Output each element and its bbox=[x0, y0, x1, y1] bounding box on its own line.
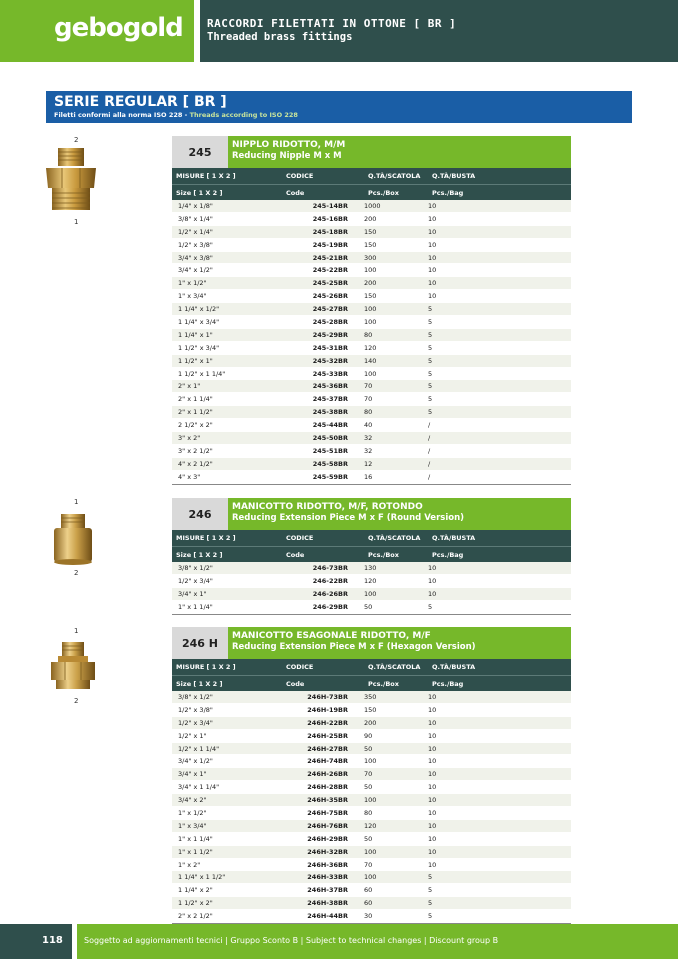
cell-code: 245-36BR bbox=[312, 382, 348, 391]
cell-pcs-bag: 5 bbox=[428, 305, 433, 314]
cell-pcs-box: 100 bbox=[364, 369, 377, 378]
cell-code: 245-25BR bbox=[312, 279, 348, 288]
product-title-en: Reducing Nipple M x M bbox=[232, 151, 342, 161]
cell-size: 1 1/2" x 3/4" bbox=[178, 343, 220, 352]
column-headers bbox=[172, 659, 571, 691]
cell-pcs-bag: 10 bbox=[428, 718, 437, 727]
cell-code: 245-33BR bbox=[312, 369, 348, 378]
table-end-line bbox=[172, 614, 571, 615]
col-code-en: Code bbox=[286, 679, 305, 688]
cell-pcs-bag: 10 bbox=[428, 796, 437, 805]
cell-code: 246H-36BR bbox=[307, 860, 348, 869]
table-row bbox=[172, 897, 571, 910]
table-row bbox=[172, 458, 571, 471]
cell-code: 245-16BR bbox=[312, 214, 348, 223]
cell-code: 246H-37BR bbox=[307, 886, 348, 895]
series-subtitle bbox=[54, 111, 298, 119]
table-row bbox=[172, 588, 571, 601]
cell-size: 1/2" x 3/4" bbox=[178, 718, 213, 727]
cell-size: 3/8" x 1/4" bbox=[178, 214, 213, 223]
round-extension-image bbox=[50, 512, 96, 566]
cell-code: 246-73BR bbox=[312, 563, 348, 572]
col-code-it: CODICE bbox=[286, 663, 314, 671]
table-row bbox=[172, 691, 571, 704]
cell-pcs-box: 150 bbox=[364, 705, 377, 714]
cell-code: 246H-38BR bbox=[307, 899, 348, 908]
cell-code: 246H-33BR bbox=[307, 873, 348, 882]
cell-code: 246-29BR bbox=[312, 602, 348, 611]
cell-size: 3/4" x 1/2" bbox=[178, 757, 213, 766]
cell-code: 246H-75BR bbox=[307, 808, 348, 817]
cell-pcs-bag: / bbox=[428, 421, 431, 430]
cell-code: 246H-44BR bbox=[307, 912, 348, 921]
cell-pcs-box: 120 bbox=[364, 343, 377, 352]
cell-size: 1/2" x 3/4" bbox=[178, 576, 213, 585]
product-title-it: MANICOTTO ESAGONALE RIDOTTO, M/F bbox=[232, 631, 431, 641]
brand-logo: gebogold bbox=[54, 13, 183, 43]
cell-code: 245-27BR bbox=[312, 305, 348, 314]
cell-size: 1 1/2" x 1" bbox=[178, 356, 213, 365]
cell-size: 4" x 2 1/2" bbox=[178, 459, 213, 468]
col-size-it: MISURE [ 1 X 2 ] bbox=[176, 534, 236, 542]
cell-size: 3/8" x 1/2" bbox=[178, 563, 213, 572]
table-row bbox=[172, 794, 571, 807]
table-row bbox=[172, 743, 571, 756]
cell-pcs-bag: 10 bbox=[428, 253, 437, 262]
cell-code: 245-58BR bbox=[312, 459, 348, 468]
cell-pcs-bag: / bbox=[428, 459, 431, 468]
cell-pcs-box: 300 bbox=[364, 253, 377, 262]
cell-pcs-box: 100 bbox=[364, 847, 377, 856]
cell-pcs-box: 50 bbox=[364, 783, 373, 792]
product-title bbox=[228, 136, 571, 168]
cell-pcs-bag: 10 bbox=[428, 705, 437, 714]
table-row bbox=[172, 200, 571, 213]
cell-size: 1/2" x 1" bbox=[178, 731, 207, 740]
cell-pcs-bag: 10 bbox=[428, 279, 437, 288]
table-row bbox=[172, 290, 571, 303]
cell-pcs-box: 100 bbox=[364, 873, 377, 882]
page-number: 118 bbox=[42, 935, 63, 946]
cell-size: 3/4" x 3/8" bbox=[178, 253, 213, 262]
cell-code: 246H-32BR bbox=[307, 847, 348, 856]
cell-size: 2" x 1 1/2" bbox=[178, 408, 213, 417]
product-title-en: Reducing Extension Piece M x F (Round Version) bbox=[232, 513, 465, 523]
cell-pcs-bag: 10 bbox=[428, 576, 437, 585]
cell-size: 3/8" x 1/2" bbox=[178, 692, 213, 701]
product-code: 246 bbox=[172, 498, 228, 530]
cell-pcs-bag: 5 bbox=[428, 369, 433, 378]
cell-size: 3/4" x 1 1/4" bbox=[178, 783, 220, 792]
cell-pcs-box: 70 bbox=[364, 860, 373, 869]
header-title-it: RACCORDI FILETTATI IN OTTONE [ BR ] bbox=[207, 17, 457, 30]
col-size-en: Size [ 1 X 2 ] bbox=[176, 550, 223, 559]
cell-code: 245-37BR bbox=[312, 395, 348, 404]
table-row bbox=[172, 846, 571, 859]
cell-pcs-box: 90 bbox=[364, 731, 373, 740]
table-row bbox=[172, 264, 571, 277]
cell-code: 246H-25BR bbox=[307, 731, 348, 740]
cell-pcs-bag: 10 bbox=[428, 757, 437, 766]
cell-size: 1 1/4" x 1/2" bbox=[178, 305, 220, 314]
cell-pcs-bag: 5 bbox=[428, 899, 433, 908]
col-box-it: Q.TÀ/SCATOLA bbox=[368, 172, 421, 180]
cell-pcs-bag: 10 bbox=[428, 227, 437, 236]
cell-pcs-box: 100 bbox=[364, 266, 377, 275]
table-row bbox=[172, 316, 571, 329]
cell-pcs-bag: 10 bbox=[428, 860, 437, 869]
col-code-en: Code bbox=[286, 550, 305, 559]
cell-code: 245-29BR bbox=[312, 330, 348, 339]
table-row bbox=[172, 730, 571, 743]
footer-divider bbox=[72, 924, 77, 959]
cell-pcs-bag: 5 bbox=[428, 343, 433, 352]
header-divider bbox=[194, 0, 200, 62]
page-number-panel bbox=[0, 924, 72, 959]
table-row bbox=[172, 807, 571, 820]
product-header bbox=[172, 136, 571, 168]
table-row bbox=[172, 910, 571, 923]
cell-pcs-bag: 10 bbox=[428, 692, 437, 701]
table-row bbox=[172, 419, 571, 432]
table-row bbox=[172, 562, 571, 575]
table-row bbox=[172, 329, 571, 342]
cell-pcs-box: 100 bbox=[364, 757, 377, 766]
cell-pcs-bag: 5 bbox=[428, 356, 433, 365]
cell-pcs-bag: 5 bbox=[428, 886, 433, 895]
hexagon-extension-image bbox=[48, 640, 98, 692]
cell-size: 1" x 3/4" bbox=[178, 821, 207, 830]
cell-code: 245-26BR bbox=[312, 292, 348, 301]
table-row bbox=[172, 303, 571, 316]
cell-pcs-box: 12 bbox=[364, 459, 373, 468]
cell-size: 1 1/4" x 1" bbox=[178, 330, 213, 339]
table-row bbox=[172, 239, 571, 252]
cell-pcs-box: 16 bbox=[364, 472, 373, 481]
cell-code: 246H-19BR bbox=[307, 705, 348, 714]
cell-pcs-bag: 10 bbox=[428, 731, 437, 740]
footer-text: Soggetto ad aggiornamenti tecnici | Gruppo Sconto B | Subject to technical changes | Discount group B bbox=[84, 936, 499, 945]
cell-size: 1 1/4" x 1 1/2" bbox=[178, 873, 226, 882]
table-row bbox=[172, 406, 571, 419]
cell-size: 1" x 1/2" bbox=[178, 279, 207, 288]
product-title bbox=[228, 498, 571, 530]
cell-pcs-box: 100 bbox=[364, 589, 377, 598]
cell-pcs-box: 60 bbox=[364, 886, 373, 895]
cell-pcs-box: 50 bbox=[364, 834, 373, 843]
table-row bbox=[172, 755, 571, 768]
col-code-it: CODICE bbox=[286, 172, 314, 180]
col-code-it: CODICE bbox=[286, 534, 314, 542]
cell-size: 1 1/2" x 1 1/4" bbox=[178, 369, 226, 378]
cell-size: 1/2" x 3/8" bbox=[178, 705, 213, 714]
cell-pcs-box: 350 bbox=[364, 692, 377, 701]
cell-size: 2" x 2 1/2" bbox=[178, 912, 213, 921]
product-header bbox=[172, 498, 571, 530]
cell-code: 245-21BR bbox=[312, 253, 348, 262]
col-bag-it: Q.TÀ/BUSTA bbox=[432, 172, 476, 180]
table-row bbox=[172, 859, 571, 872]
series-subtitle-en: Threads according to ISO 228 bbox=[189, 111, 298, 119]
cell-size: 3/4" x 1/2" bbox=[178, 266, 213, 275]
table-row bbox=[172, 368, 571, 381]
table-row bbox=[172, 445, 571, 458]
cell-code: 246-22BR bbox=[312, 576, 348, 585]
column-headers bbox=[172, 530, 571, 562]
cell-code: 245-51BR bbox=[312, 446, 348, 455]
cell-pcs-box: 140 bbox=[364, 356, 377, 365]
cell-size: 1" x 2" bbox=[178, 860, 201, 869]
table-row bbox=[172, 213, 571, 226]
cell-code: 245-38BR bbox=[312, 408, 348, 417]
cell-pcs-bag: 10 bbox=[428, 292, 437, 301]
cell-pcs-bag: 10 bbox=[428, 744, 437, 753]
cell-size: 4" x 3" bbox=[178, 472, 201, 481]
cell-code: 245-18BR bbox=[312, 227, 348, 236]
cell-code: 245-44BR bbox=[312, 421, 348, 430]
cell-size: 1" x 3/4" bbox=[178, 292, 207, 301]
cell-pcs-bag: 10 bbox=[428, 240, 437, 249]
cell-pcs-box: 50 bbox=[364, 744, 373, 753]
cell-pcs-bag: 10 bbox=[428, 808, 437, 817]
product-code: 245 bbox=[172, 136, 228, 168]
product-section-246 bbox=[172, 498, 571, 615]
cell-pcs-bag: 5 bbox=[428, 408, 433, 417]
col-bag-it: Q.TÀ/BUSTA bbox=[432, 534, 476, 542]
table-row bbox=[172, 704, 571, 717]
col-box-it: Q.TÀ/SCATOLA bbox=[368, 534, 421, 542]
cell-pcs-box: 80 bbox=[364, 408, 373, 417]
cell-size: 1 1/4" x 3/4" bbox=[178, 317, 220, 326]
cell-size: 1" x 1 1/4" bbox=[178, 602, 213, 611]
table-row bbox=[172, 717, 571, 730]
col-code-en: Code bbox=[286, 188, 305, 197]
cell-pcs-bag: 10 bbox=[428, 201, 437, 210]
cell-pcs-box: 100 bbox=[364, 796, 377, 805]
cell-size: 2" x 1" bbox=[178, 382, 201, 391]
product-title-en: Reducing Extension Piece M x F (Hexagon Version) bbox=[232, 642, 476, 652]
page-footer bbox=[0, 924, 678, 959]
table-row bbox=[172, 833, 571, 846]
series-title: SERIE REGULAR [ BR ] bbox=[54, 94, 227, 110]
product-header bbox=[172, 627, 571, 659]
cell-code: 245-59BR bbox=[312, 472, 348, 481]
cell-pcs-bag: 5 bbox=[428, 317, 433, 326]
series-banner bbox=[46, 91, 632, 123]
cell-size: 2 1/2" x 2" bbox=[178, 421, 213, 430]
cell-code: 245-14BR bbox=[312, 201, 348, 210]
cell-code: 246H-74BR bbox=[307, 757, 348, 766]
cell-pcs-bag: 10 bbox=[428, 783, 437, 792]
cell-pcs-bag: 10 bbox=[428, 266, 437, 275]
series-subtitle-it: Filetti conformi alla norma ISO 228 - bbox=[54, 111, 190, 119]
cell-pcs-bag: 10 bbox=[428, 821, 437, 830]
cell-pcs-box: 100 bbox=[364, 317, 377, 326]
table-row bbox=[172, 871, 571, 884]
product-section-245 bbox=[172, 136, 571, 485]
cell-pcs-box: 120 bbox=[364, 821, 377, 830]
product-code: 246 H bbox=[172, 627, 228, 659]
cell-pcs-box: 1000 bbox=[364, 201, 381, 210]
product-title-it: MANICOTTO RIDOTTO, M/F, ROTONDO bbox=[232, 502, 423, 512]
cell-pcs-bag: 10 bbox=[428, 847, 437, 856]
product-title bbox=[228, 627, 571, 659]
cell-size: 1" x 1 1/2" bbox=[178, 847, 213, 856]
cell-size: 1" x 1 1/4" bbox=[178, 834, 213, 843]
cell-pcs-box: 32 bbox=[364, 433, 373, 442]
col-bag-en: Pcs./Bag bbox=[432, 188, 464, 197]
cell-pcs-bag: / bbox=[428, 433, 431, 442]
cell-pcs-bag: 10 bbox=[428, 214, 437, 223]
table-row bbox=[172, 226, 571, 239]
reducing-nipple-image bbox=[44, 146, 98, 216]
cell-size: 3/4" x 2" bbox=[178, 796, 207, 805]
cell-size: 1 1/2" x 2" bbox=[178, 899, 213, 908]
cell-size: 2" x 1 1/4" bbox=[178, 395, 213, 404]
table-row bbox=[172, 601, 571, 614]
col-size-it: MISURE [ 1 X 2 ] bbox=[176, 172, 236, 180]
cell-pcs-bag: 5 bbox=[428, 873, 433, 882]
cell-code: 246-26BR bbox=[312, 589, 348, 598]
col-size-en: Size [ 1 X 2 ] bbox=[176, 188, 223, 197]
cell-pcs-box: 32 bbox=[364, 446, 373, 455]
cell-pcs-box: 70 bbox=[364, 382, 373, 391]
product-rows bbox=[172, 691, 571, 923]
cell-code: 246H-22BR bbox=[307, 718, 348, 727]
cell-pcs-box: 130 bbox=[364, 563, 377, 572]
table-row bbox=[172, 471, 571, 484]
col-bag-en: Pcs./Bag bbox=[432, 679, 464, 688]
cell-pcs-box: 120 bbox=[364, 576, 377, 585]
cell-pcs-bag: / bbox=[428, 472, 431, 481]
product-rows bbox=[172, 562, 571, 614]
table-row bbox=[172, 277, 571, 290]
cell-pcs-box: 30 bbox=[364, 912, 373, 921]
table-row bbox=[172, 781, 571, 794]
cell-pcs-bag: 5 bbox=[428, 382, 433, 391]
cell-pcs-box: 150 bbox=[364, 240, 377, 249]
cell-pcs-box: 80 bbox=[364, 330, 373, 339]
cell-code: 246H-73BR bbox=[307, 692, 348, 701]
cell-size: 3" x 2" bbox=[178, 433, 201, 442]
cell-pcs-bag: 5 bbox=[428, 602, 433, 611]
cell-code: 245-22BR bbox=[312, 266, 348, 275]
cell-size: 1/4" x 1/8" bbox=[178, 201, 213, 210]
cell-pcs-box: 70 bbox=[364, 395, 373, 404]
cell-pcs-box: 80 bbox=[364, 808, 373, 817]
table-row bbox=[172, 884, 571, 897]
column-headers bbox=[172, 168, 571, 200]
cell-pcs-bag: 10 bbox=[428, 834, 437, 843]
table-row bbox=[172, 575, 571, 588]
cell-pcs-bag: 10 bbox=[428, 770, 437, 779]
product-title-it: NIPPLO RIDOTTO, M/M bbox=[232, 140, 346, 150]
col-bag-en: Pcs./Bag bbox=[432, 550, 464, 559]
table-row bbox=[172, 355, 571, 368]
cell-size: 1/2" x 1/4" bbox=[178, 227, 213, 236]
cell-pcs-box: 100 bbox=[364, 305, 377, 314]
cell-code: 246H-26BR bbox=[307, 770, 348, 779]
cell-code: 245-28BR bbox=[312, 317, 348, 326]
image-label-bottom: 2 bbox=[74, 569, 79, 577]
table-row bbox=[172, 342, 571, 355]
cell-pcs-box: 150 bbox=[364, 292, 377, 301]
cell-pcs-bag: 5 bbox=[428, 912, 433, 921]
page-header bbox=[0, 0, 678, 62]
table-row bbox=[172, 393, 571, 406]
cell-size: 1" x 1/2" bbox=[178, 808, 207, 817]
cell-pcs-box: 200 bbox=[364, 279, 377, 288]
cell-pcs-bag: 10 bbox=[428, 563, 437, 572]
image-label-top: 1 bbox=[74, 627, 79, 635]
header-title-en: Threaded brass fittings bbox=[207, 31, 353, 43]
cell-code: 245-50BR bbox=[312, 433, 348, 442]
cell-pcs-box: 60 bbox=[364, 899, 373, 908]
product-rows bbox=[172, 200, 571, 484]
col-box-en: Pcs./Box bbox=[368, 550, 399, 559]
col-box-it: Q.TÀ/SCATOLA bbox=[368, 663, 421, 671]
cell-code: 245-19BR bbox=[312, 240, 348, 249]
col-box-en: Pcs./Box bbox=[368, 679, 399, 688]
cell-pcs-bag: / bbox=[428, 446, 431, 455]
cell-size: 1 1/4" x 2" bbox=[178, 886, 213, 895]
cell-pcs-box: 40 bbox=[364, 421, 373, 430]
product-section-246h bbox=[172, 627, 571, 924]
cell-pcs-bag: 5 bbox=[428, 330, 433, 339]
cell-size: 1/2" x 3/8" bbox=[178, 240, 213, 249]
table-row bbox=[172, 432, 571, 445]
table-row bbox=[172, 252, 571, 265]
cell-code: 246H-35BR bbox=[307, 796, 348, 805]
cell-pcs-box: 70 bbox=[364, 770, 373, 779]
cell-size: 3/4" x 1" bbox=[178, 589, 207, 598]
col-box-en: Pcs./Box bbox=[368, 188, 399, 197]
cell-size: 3" x 2 1/2" bbox=[178, 446, 213, 455]
image-label-bottom: 1 bbox=[74, 218, 79, 226]
cell-code: 245-32BR bbox=[312, 356, 348, 365]
cell-size: 1/2" x 1 1/4" bbox=[178, 744, 220, 753]
cell-code: 246H-29BR bbox=[307, 834, 348, 843]
cell-code: 246H-27BR bbox=[307, 744, 348, 753]
table-row bbox=[172, 380, 571, 393]
cell-pcs-bag: 10 bbox=[428, 589, 437, 598]
image-label-top: 1 bbox=[74, 498, 79, 506]
cell-pcs-bag: 5 bbox=[428, 395, 433, 404]
col-size-en: Size [ 1 X 2 ] bbox=[176, 679, 223, 688]
table-row bbox=[172, 820, 571, 833]
col-size-it: MISURE [ 1 X 2 ] bbox=[176, 663, 236, 671]
table-row bbox=[172, 768, 571, 781]
col-bag-it: Q.TÀ/BUSTA bbox=[432, 663, 476, 671]
cell-code: 246H-28BR bbox=[307, 783, 348, 792]
image-label-bottom: 2 bbox=[74, 697, 79, 705]
cell-code: 245-31BR bbox=[312, 343, 348, 352]
cell-pcs-box: 200 bbox=[364, 214, 377, 223]
cell-pcs-box: 150 bbox=[364, 227, 377, 236]
cell-pcs-box: 200 bbox=[364, 718, 377, 727]
cell-code: 246H-76BR bbox=[307, 821, 348, 830]
cell-size: 3/4" x 1" bbox=[178, 770, 207, 779]
image-label-top: 2 bbox=[74, 136, 79, 144]
cell-pcs-box: 50 bbox=[364, 602, 373, 611]
logo-panel bbox=[0, 0, 194, 62]
table-end-line bbox=[172, 484, 571, 485]
